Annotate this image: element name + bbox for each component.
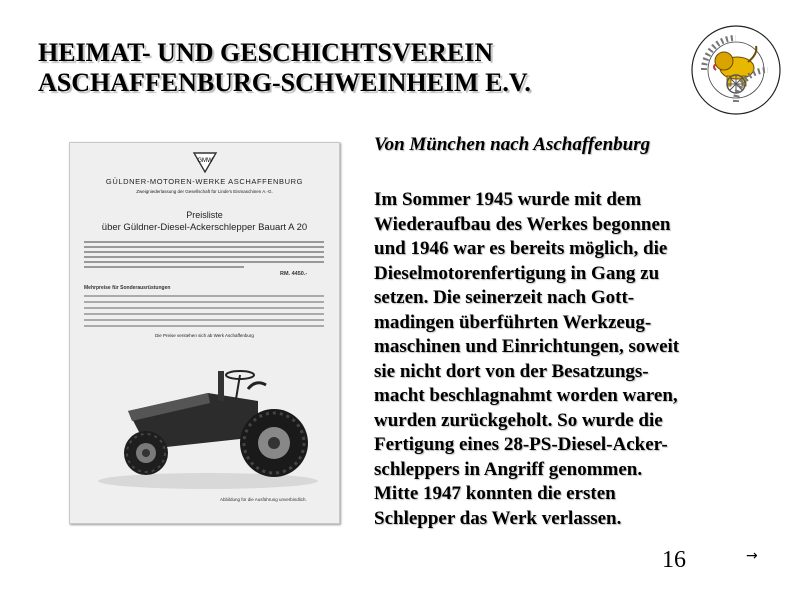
doc-heading: Preisliste (186, 210, 223, 220)
doc-extras-heading: Mehrpreise für Sonderausrüstungen (84, 285, 171, 291)
body-line: schleppers in Angriff genommen. (374, 458, 643, 480)
doc-price: RM. 4450.- (280, 271, 308, 277)
body-paragraph (374, 188, 734, 531)
doc-caption: Abbildung für die Ausführung unverbindlich. (220, 497, 307, 502)
page-title (38, 38, 531, 98)
body-line: Dieselmotorenfertigung in Gang zu (374, 262, 660, 284)
svg-text:GMW: GMW (197, 158, 213, 164)
doc-footer: Die Preise verstehen sich ab Werk Aschaffenburg (155, 333, 254, 338)
section-subtitle: Von München nach Aschaffenburg (374, 134, 651, 155)
tractor-price-list-image (69, 142, 340, 524)
doc-fine-print (84, 241, 324, 268)
arrow-right-icon[interactable]: → (746, 548, 758, 564)
title-line-1: HEIMAT- UND GESCHICHTSVEREIN (38, 38, 494, 67)
doc-company-sub: Zweigniederlassung der Gesellschaft für Linde's Eismaschinen A.-G. (136, 189, 273, 194)
body-line: wurden zurückgeholt. So wurde die (374, 409, 663, 431)
body-line: sie nicht dort von der Besatzungs- (374, 360, 649, 382)
page-number: 16 (662, 547, 686, 573)
body-line: Im Sommer 1945 wurde mit dem (374, 189, 642, 210)
doc-subheading: über Güldner-Diesel-Ackerschlepper Bauart A 20 (101, 222, 308, 233)
body-line: madingen überführten Werkzeug- (374, 311, 652, 333)
title-line-2: ASCHAFFENBURG-SCHWEINHEIM E.V. (38, 68, 531, 97)
gmw-logo-icon (192, 151, 218, 173)
body-line: maschinen und Einrichtungen, soweit (374, 336, 680, 357)
body-line: Wiederaufbau des Werkes begonnen (374, 213, 671, 235)
body-line: Schlepper das Werk verlassen. (374, 507, 622, 529)
doc-company: GÜLDNER-MOTOREN-WERKE ASCHAFFENBURG (105, 177, 304, 186)
tractor-illustration (88, 341, 324, 491)
body-line: setzen. Die seinerzeit nach Gott- (374, 287, 635, 308)
body-line: Fertigung eines 28-PS-Diesel-Acker- (374, 434, 668, 455)
doc-extras-list (84, 295, 324, 327)
body-line: Mitte 1947 konnten die ersten (374, 483, 616, 504)
body-line: macht beschlagnahmt worden waren, (374, 385, 678, 406)
body-line: und 1946 war es bereits möglich, die (374, 238, 668, 259)
lion-seal-icon (690, 24, 782, 116)
